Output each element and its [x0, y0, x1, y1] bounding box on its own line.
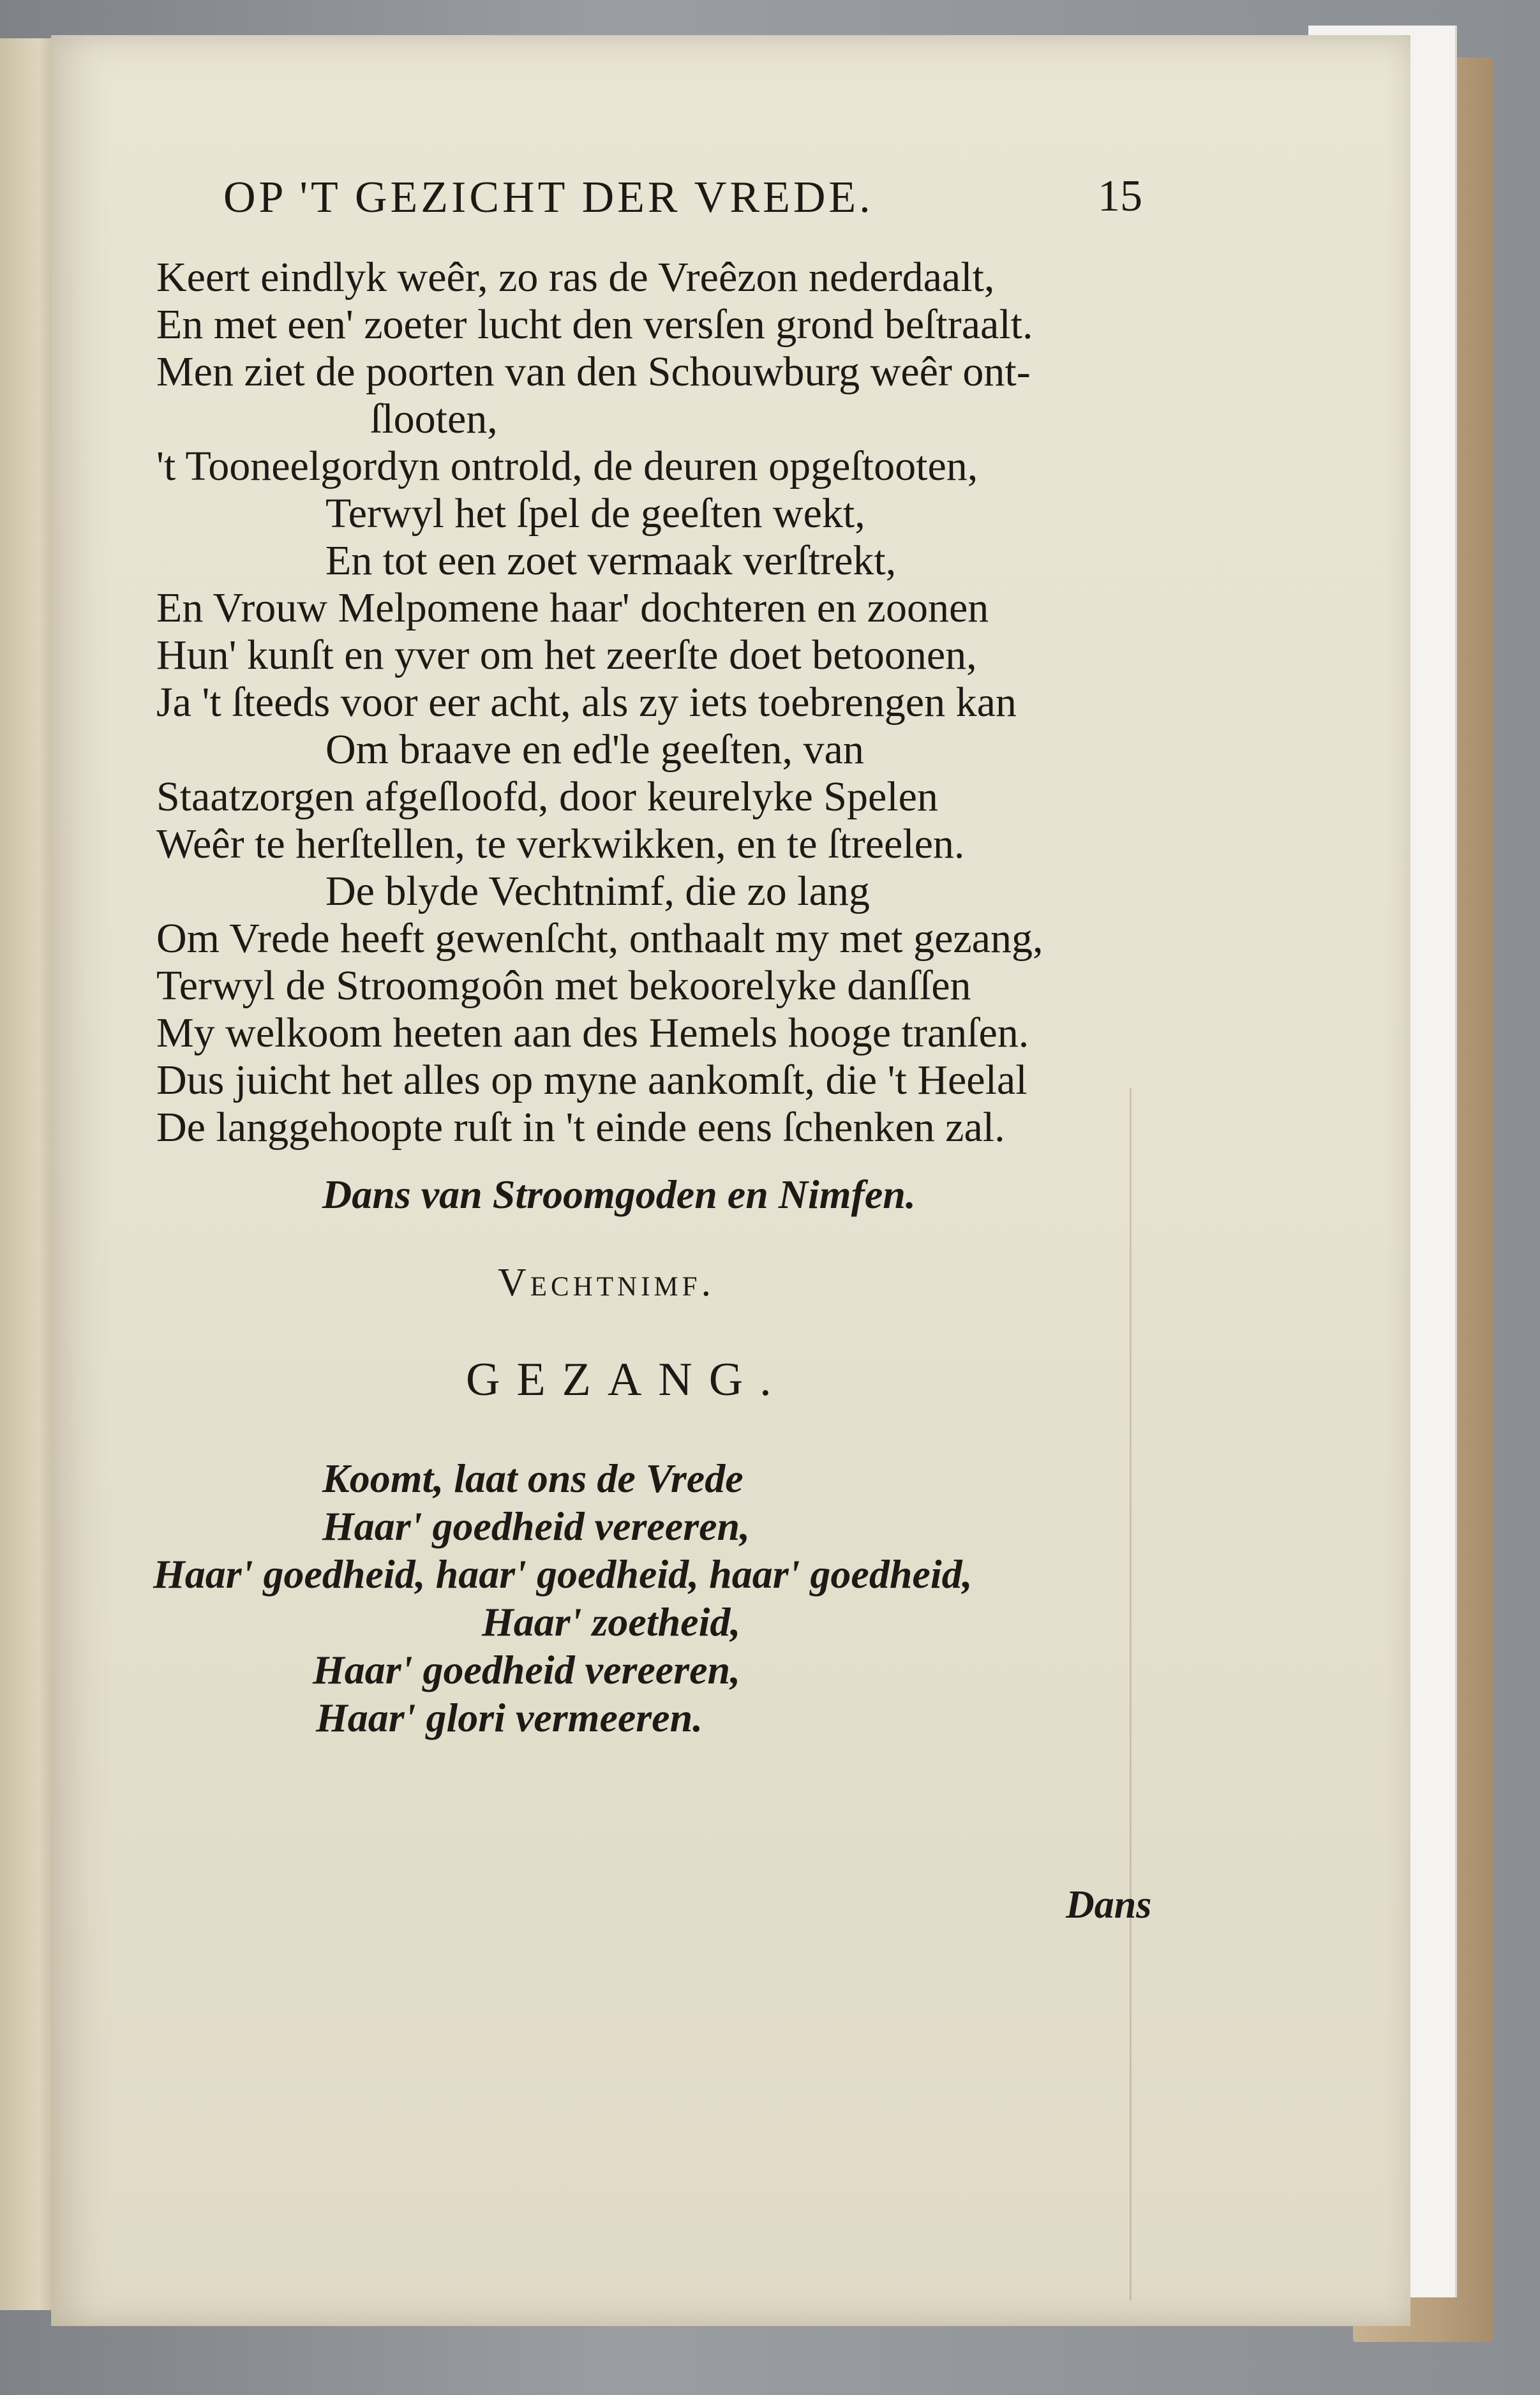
song-line: Haar' goedheid vereeren, [313, 1647, 741, 1692]
verse-line: En met een' zoeter lucht den versſen grond beſtraalt. [156, 301, 1033, 348]
page-number: 15 [1098, 172, 1142, 221]
verse-line: Om braave en ed'le geeſten, van [325, 726, 864, 773]
verse-line: Men ziet de poorten van den Schouwburg weêr ont- [156, 348, 1031, 395]
song-line: Haar' zoetheid, [482, 1599, 741, 1645]
verse-line: En Vrouw Melpomene haar' dochteren en zoonen [156, 585, 989, 631]
verse-line: Om Vrede heeft gewenſcht, onthaalt my met gezang, [156, 915, 1043, 962]
song-line: Haar' goedheid, haar' goedheid, haar' goedheid, [153, 1551, 973, 1597]
verse-line: Terwyl het ſpel de geeſten wekt, [325, 490, 865, 537]
running-head: OP 'T GEZICHT DER VREDE. [223, 173, 874, 222]
verse-line: Staatzorgen afgeſloofd, door keurelyke Spelen [156, 773, 938, 820]
verse-line: Dus juicht het alles op myne aankomſt, die 't Heelal [156, 1057, 1028, 1103]
verse-line: Weêr te herſtellen, te verkwikken, en te ſtreelen. [156, 821, 965, 867]
catchword: Dans [1066, 1883, 1152, 1927]
speaker-name: Vechtnimf. [498, 1261, 715, 1304]
stage-direction: Dans van Stroomgoden en Nimfen. [322, 1172, 916, 1217]
verse-line: De blyde Vechtnimf, die zo lang [325, 868, 870, 914]
verse-line: En tot een zoet vermaak verſtrekt, [325, 537, 897, 584]
verse-line: Hun' kunſt en yver om het zeerſte doet betoonen, [156, 632, 977, 678]
song-heading: GEZANG. [466, 1354, 788, 1406]
song-line: Haar' glori vermeeren. [316, 1695, 703, 1740]
verse-line: De langgehoopte ruſt in 't einde eens ſchenken zal. [156, 1104, 1005, 1151]
page-fold-line [1130, 1088, 1132, 2301]
verse-line: Terwyl de Stroomgoôn met bekoorelyke danſſen [156, 962, 971, 1009]
verse-line: Keert eindlyk weêr, zo ras de Vreêzon nederdaalt, [156, 254, 995, 301]
verse-line: Ja 't ſteeds voor eer acht, als zy iets toebrengen kan [156, 679, 1017, 726]
verse-line: ſlooten, [370, 396, 498, 442]
song-line: Haar' goedheid vereeren, [322, 1503, 751, 1549]
song-line: Koomt, laat ons de Vrede [322, 1456, 744, 1501]
verse-line: 't Tooneelgordyn ontrold, de deuren opgeſtooten, [156, 443, 978, 489]
verse-line: My welkoom heeten aan des Hemels hooge tranſen. [156, 1010, 1029, 1056]
